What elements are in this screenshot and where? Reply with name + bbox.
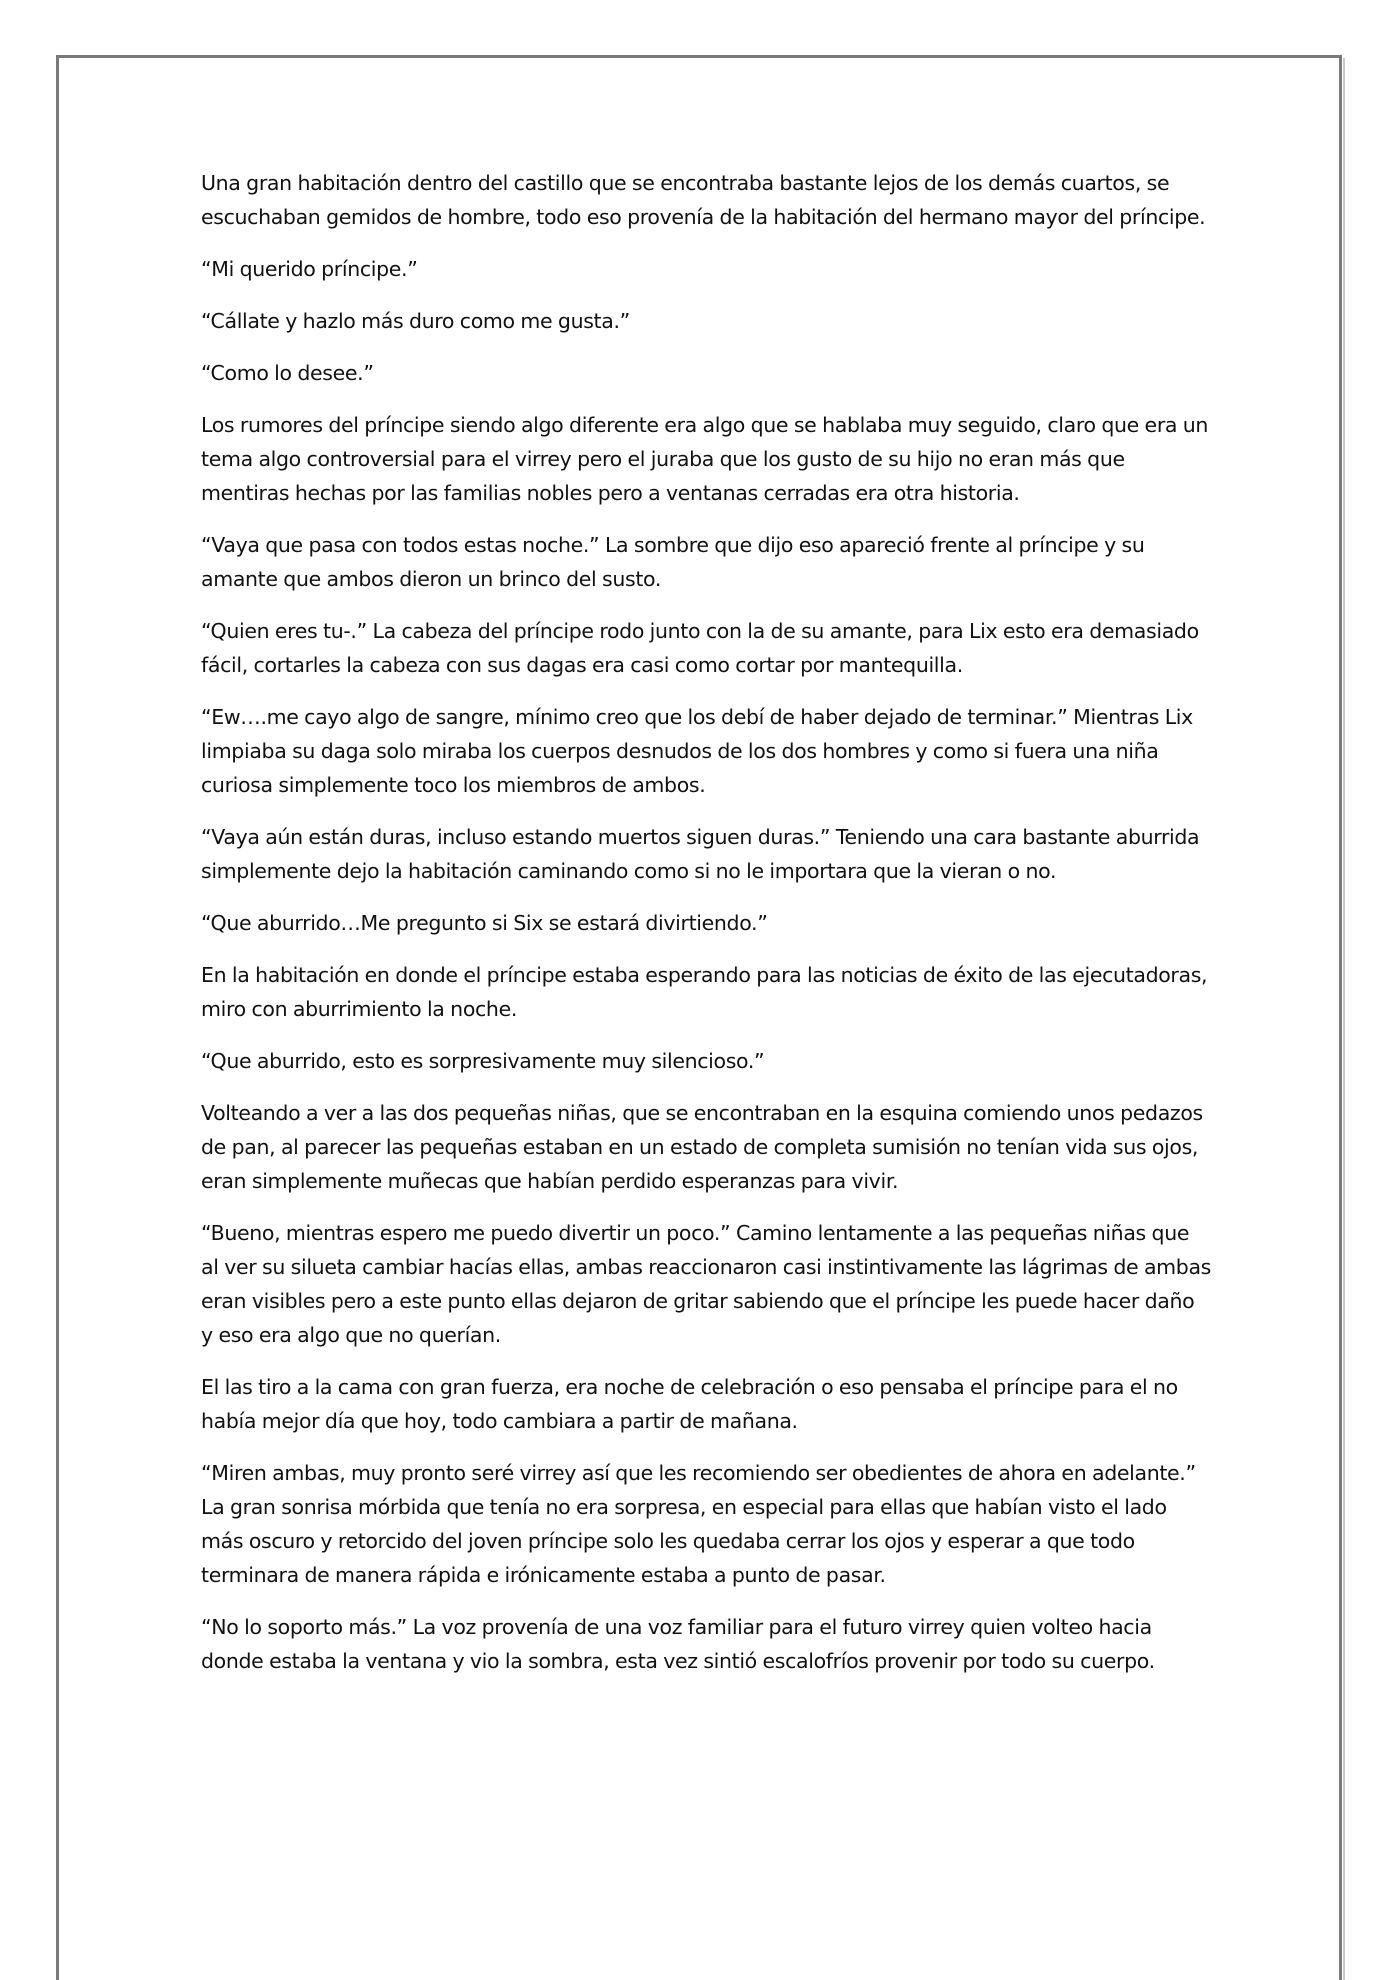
paragraph: Una gran habitación dentro del castillo que se encontraba bastante lejos de los demás cuartos, se escuchaban gemidos de hombre, todo eso provenía de la habitación del hermano mayor del príncipe. — [201, 171, 1206, 229]
paragraph: “Vaya aún están duras, incluso estando muertos siguen duras.” Teniendo una cara bastante aburrida simplemente dejo la habitación caminando como si no le importara que la vieran o no. — [201, 825, 1200, 883]
paragraph: “Que aburrido…Me pregunto si Six se estará divirtiendo.” — [201, 911, 768, 935]
paragraph: “Ew….me cayo algo de sangre, mínimo creo que los debí de haber dejado de terminar.” Mientras Lix limpiaba su daga solo miraba los cuerpos desnudos de los dos hombres y como si fuera una niña curiosa simplemente toco los miembros de ambos. — [201, 705, 1193, 797]
document-page — [56, 55, 1342, 1980]
paragraph: Los rumores del príncipe siendo algo diferente era algo que se hablaba muy seguido, claro que era un tema algo controversial para el virrey pero el juraba que los gusto de su hijo no eran más que mentiras hechas por las familias nobles pero a ventanas cerradas era otra historia. — [201, 413, 1209, 505]
paragraph: “Cállate y hazlo más duro como me gusta.” — [201, 309, 630, 333]
paragraph: “No lo soporto más.” La voz provenía de una voz familiar para el futuro virrey quien volteo hacia donde estaba la ventana y vio la sombra, esta vez sintió escalofríos provenir por todo su cuerpo. — [201, 1615, 1155, 1673]
paragraph: “Quien eres tu-.” La cabeza del príncipe rodo junto con la de su amante, para Lix esto era demasiado fácil, cortarles la cabeza con sus dagas era casi como cortar por mantequilla. — [201, 619, 1199, 677]
paragraph: “Bueno, mientras espero me puedo divertir un poco.” Camino lentamente a las pequeñas niñas que al ver su silueta cambiar hacías ellas, ambas reaccionaron casi instintivamente las lágrimas de ambas eran visibles pero a este punto ellas dejaron de gritar sabiendo que el príncipe les puede hacer daño y eso era algo que no querían. — [201, 1221, 1211, 1347]
paragraph: En la habitación en donde el príncipe estaba esperando para las noticias de éxito de las ejecutadoras, miro con aburrimiento la noche. — [201, 963, 1208, 1021]
paragraph: “Que aburrido, esto es sorpresivamente muy silencioso.” — [201, 1049, 765, 1073]
paragraph: “Miren ambas, muy pronto seré virrey así que les recomiendo ser obedientes de ahora en adelante.” La gran sonrisa mórbida que tenía no era sorpresa, en especial para ellas que habían visto el lado más oscuro y retorcido del joven príncipe solo les quedaba cerrar los ojos y esperar a que todo terminara de manera rápida e irónicamente estaba a punto de pasar. — [201, 1461, 1196, 1587]
paragraph: “Mi querido príncipe.” — [201, 257, 418, 281]
paragraph: Volteando a ver a las dos pequeñas niñas, que se encontraban en la esquina comiendo unos pedazos de pan, al parecer las pequeñas estaban en un estado de completa sumisión no tenían vida sus ojos, eran simplemente muñecas que habían perdido esperanzas para vivir. — [201, 1101, 1203, 1193]
paragraph: “Como lo desee.” — [201, 361, 374, 385]
paragraph: “Vaya que pasa con todos estas noche.” La sombre que dijo eso apareció frente al príncipe y su amante que ambos dieron un brinco del susto. — [201, 533, 1145, 591]
document-body — [201, 166, 1211, 1696]
paragraph: El las tiro a la cama con gran fuerza, era noche de celebración o eso pensaba el príncipe para el no había mejor día que hoy, todo cambiara a partir de mañana. — [201, 1375, 1178, 1433]
